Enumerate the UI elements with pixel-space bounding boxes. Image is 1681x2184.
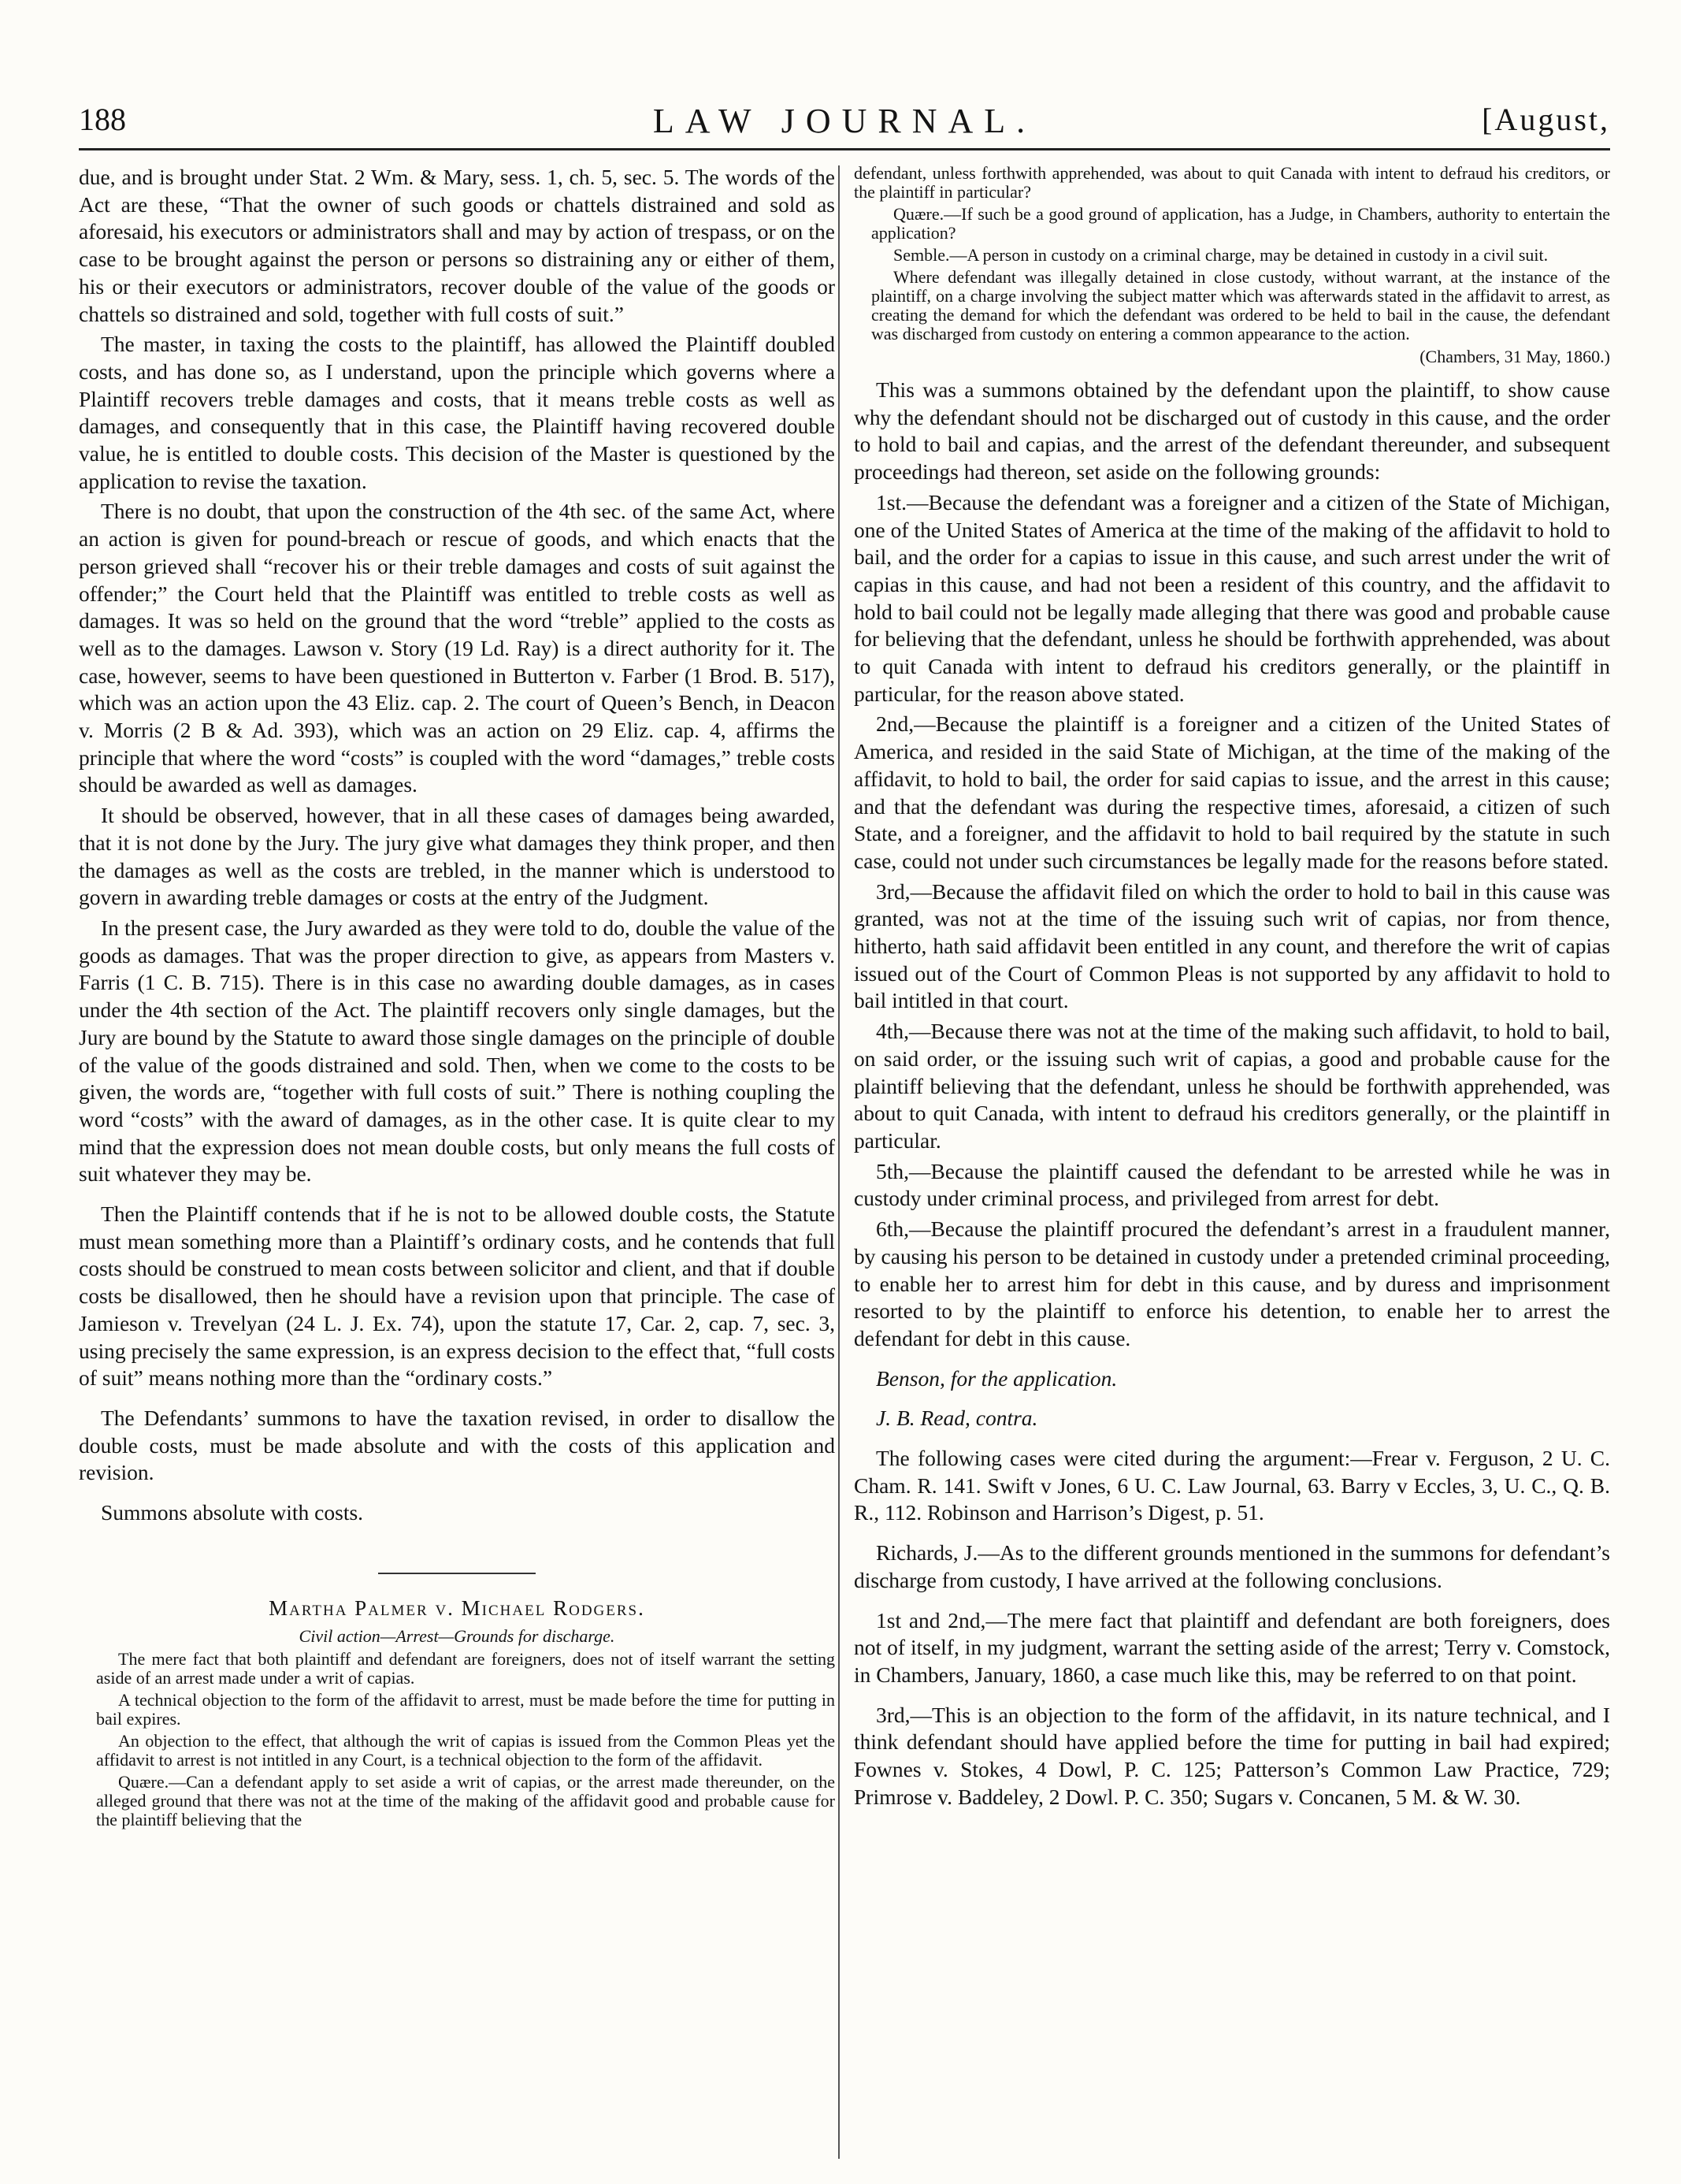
headnote: defendant, unless forthwith apprehended, was about to quit Canada with intent to defraud his creditors, or the plaintiff in particular? — [854, 164, 1610, 202]
journal-title: LAW JOURNAL. — [652, 102, 1037, 140]
paragraph: There is no doubt, that upon the construction of the 4th sec. of the same Act, where an action is given for pound-breach or rescue of goods, and which enacts that the person grieved shall “recover his or their treble damages and costs of suit against the offender;” the Court held that the Plaintiff was entitled to treble costs as well as damages. It was so held on the ground that the word “treble” applied to the costs as well as to the damages. Lawson v. Story (19 Ld. Ray) is a direct authority for it. The case, however, seems to have been questioned in Butterton v. Farber (1 Brod. B. 517), which was an action upon the 43 Eliz. cap. 2. The court of Queen’s Bench, in Deacon v. Morris (2 B & Ad. 393), which was an action on 29 Eliz. cap. 4, affirms the principle that where the word “costs” is coupled with the word “damages,” treble costs should be awarded as well as damages. — [79, 499, 835, 797]
case-title: Martha Palmer v. Michael Rodgers. — [269, 1595, 645, 1620]
paragraph: The master, in taxing the costs to the plaintiff, has allowed the Plaintiff doubled costs, and has done so, as I understand, upon the principle which governs where a Plaintiff recovers treble damages and costs, that it means treble costs as well as damages, and consequently that in this case, the Plaintiff having recovered double value, he is entitled to double costs. This decision of the Master is questioned by the application to revise the taxation. — [79, 332, 835, 493]
paragraph: Then the Plaintiff contends that if he is not to be allowed double costs, the Statute must mean something more than a Plaintiff’s ordinary costs, and he contends that full costs should be construed to mean costs between solicitor and client, and that if double costs be disallowed, then he should have a revision upon that principle. The case of Jamieson v. Trevelyan (24 L. J. Ex. 74), upon the statute 17, Car. 2, cap. 7, sec. 3, using precisely the same expression, is an express decision to the effect that, “full costs of suit” means nothing more than the “ordinary costs.” — [79, 1202, 835, 1391]
right-column — [854, 164, 1610, 2165]
paragraph: In the present case, the Jury awarded as they were told to do, double the value of the goods as damages. That was the proper direction to give, as appears from Masters v. Farris (1 C. B. 715). There is in this case no awarding double damages, as in cases under the 4th section of the Act. The plaintiff recovers only single damages, but the Jury are bound by the Statute to award those single damages on the principle of double of the value of the goods distrained and sold. Then, when we come to the costs to be given, the words are, “together with full costs of suit.” There is nothing coupling the word “costs” with the award of damages, as in the other case. It is quite clear to my mind that the expression does not mean double costs, but only means the full costs of suit whatever they may be. — [79, 915, 835, 1187]
headnote: The mere fact that both plaintiff and defendant are foreigners, does not of itself warrant the setting aside of an arrest made under a writ of capias. — [96, 1649, 835, 1688]
paragraph: 2nd,—Because the plaintiff is a foreigner and a citizen of the United States of America, and resided in the said State of Michigan, at the time of the making of the affidavit, to hold to bail, the order for said capias to issue, and the arrest in this cause; and that the defendant was during the respective times, aforesaid, a citizen of such State, and a foreigner, and the affidavit to hold to bail required by the statute in such case, could not under such circumstances be legally made for the reasons before stated. — [854, 711, 1610, 873]
paragraph: The following cases were cited during the argument:—Frear v. Ferguson, 2 U. C. Cham. R. 141. Swift v Jones, 6 U. C. Law Journal, 63. Barry v Eccles, 3, U. C., Q. B. R., 112. Robinson and Harrison’s Digest, p. 51. — [854, 1446, 1610, 1525]
counsel-line: Benson, for the application. — [876, 1365, 1118, 1391]
headnote: Quære.—If such be a good ground of application, has a Judge, in Chambers, authority to entertain the application? — [871, 204, 1610, 243]
issue-month: [August, — [1482, 102, 1610, 137]
paragraph: due, and is brought under Stat. 2 Wm. & Mary, sess. 1, ch. 5, sec. 5. The words of the Act are these, “That the owner of such goods or chattels distrained and sold as aforesaid, his executors or administrators shall and may by action of trespass, or on the case to be brought against the person or persons so distraining any or either of them, his or their executors or administrators, recover double of the value of the goods or chattels so distrained and sold, together with full costs of suit.” — [79, 165, 835, 326]
paragraph: 6th,—Because the plaintiff procured the defendant’s arrest in a fraudulent manner, by causing his person to be detained in custody under a pretended criminal proceeding, to enable her to arrest him for debt in this cause, and by duress and imprisonment resorted to by the plaintiff to enforce his detention, to enable her to arrest the defendant for debt in this cause. — [854, 1216, 1610, 1350]
paragraph: 1st and 2nd,—The mere fact that plaintiff and defendant are both foreigners, does not of itself, in my judgment, warrant the setting aside of the arrest; Terry v. Comstock, in Chambers, January, 1860, a case much like this, may be referred to on that point. — [854, 1607, 1610, 1687]
headnote: Where defendant was illegally detained in close custody, without warrant, at the instance of the plaintiff, on a charge involving the subject matter which was afterwards stated in the affidavit to arrest, as creating the demand for which the defendant was ordered to be held to bail in the cause, the defendant was discharged from custody on entering a common appearance to the action. — [871, 267, 1610, 344]
page-header — [79, 101, 1610, 150]
headnote: Quære.—Can a defendant apply to set aside a writ of capias, or the arrest made thereunder, on the alleged ground that there was not at the time of the making of the affidavit good and probable cause for the plaintiff believing that the — [96, 1772, 835, 1830]
paragraph: This was a summons obtained by the defendant upon the plaintiff, to show cause why the defendant should not be discharged out of custody in this cause, and the order to hold to bail and capias, and the arrest of the defendant thereunder, and subsequent proceedings had thereon, set aside on the following grounds: — [854, 377, 1610, 485]
paragraph: Summons absolute with costs. — [101, 1500, 364, 1525]
paragraph: 4th,—Because there was not at the time of the making such affidavit, to hold to bail, on said order, or the issuing such writ of capias, a good and probable cause for the plaintiff believing that the defendant, unless he should be forthwith apprehended, was about to quit Canada, with intent to defraud his creditors generally, or the plaintiff in particular. — [854, 1019, 1610, 1153]
headnote: An objection to the effect, that although the writ of capias is issued from the Common Pleas yet the affidavit to arrest is not intitled in any Court, is a technical objection to the form of the affidavit. — [96, 1731, 835, 1770]
paragraph: 5th,—Because the plaintiff caused the defendant to be arrested while he was in custody under criminal process, and privileged from arrest for debt. — [854, 1158, 1610, 1211]
left-column — [79, 164, 835, 2165]
paragraph: 3rd,—This is an objection to the form of the affidavit, in its nature technical, and I think defendant should have applied before the time for putting in bail had expired; Fownes v. Stokes, 4 Dowl, P. C. 125; Patterson’s Common Law Practice, 729; Primrose v. Baddeley, 2 Dowl. P. C. 350; Sugars v. Concanen, 5 M. & W. 30. — [854, 1702, 1610, 1809]
counsel-line: J. B. Read, contra. — [876, 1406, 1038, 1431]
headnote: A technical objection to the form of the affidavit to arrest, must be made before the time for putting in bail expires. — [96, 1690, 835, 1729]
paragraph: 1st.—Because the defendant was a foreigner and a citizen of the State of Michigan, one of the United States of America at the time of the making of the affidavit to hold to bail, and the order for a capias to issue in this cause, and such arrest under the writ of capias in this cause, and had not been a resident of this country, and the affidavit to hold to bail could not be legally made alleging that there was good and probable cause for believing that the defendant, unless he should be forthwith apprehended, was about to quit Canada with intent to defraud his creditors generally, or the plaintiff in particular, for the reason above stated. — [854, 489, 1610, 706]
case-subtitle: Civil action—Arrest—Grounds for discharge. — [299, 1626, 615, 1647]
decision-date: (Chambers, 31 May, 1860.) — [1419, 347, 1610, 366]
paragraph: 3rd,—Because the affidavit filed on which the order to hold to bail in this cause was granted, was not at the time of the issuing such writ of capias, nor from thence, hitherto, hath said affidavit been entitled in any count, and therefore the writ of capias issued out of the Court of Common Pleas is not supported by any affidavit to hold to bail intitled in that court. — [854, 878, 1610, 1013]
paragraph: It should be observed, however, that in all these cases of damages being awarded, that it is not done by the Jury. The jury give what damages they think proper, and then the damages as well as the costs are trebled, in the manner which is understood to govern in awarding treble damages or costs at the entry of the Judgment. — [79, 803, 835, 910]
headnote: Semble.—A person in custody on a criminal charge, may be detained in custody in a civil suit. — [893, 245, 1549, 265]
paragraph: Richards, J.—As to the different grounds mentioned in the summons for defendant’s discharge from custody, I have arrived at the following conclusions. — [854, 1540, 1610, 1592]
column-rule — [838, 165, 840, 2159]
paragraph: The Defendants’ summons to have the taxation revised, in order to disallow the double costs, must be made absolute and with the costs of this application and revision. — [79, 1405, 835, 1485]
page-number: 188 — [79, 102, 126, 137]
section-divider — [378, 1573, 536, 1574]
